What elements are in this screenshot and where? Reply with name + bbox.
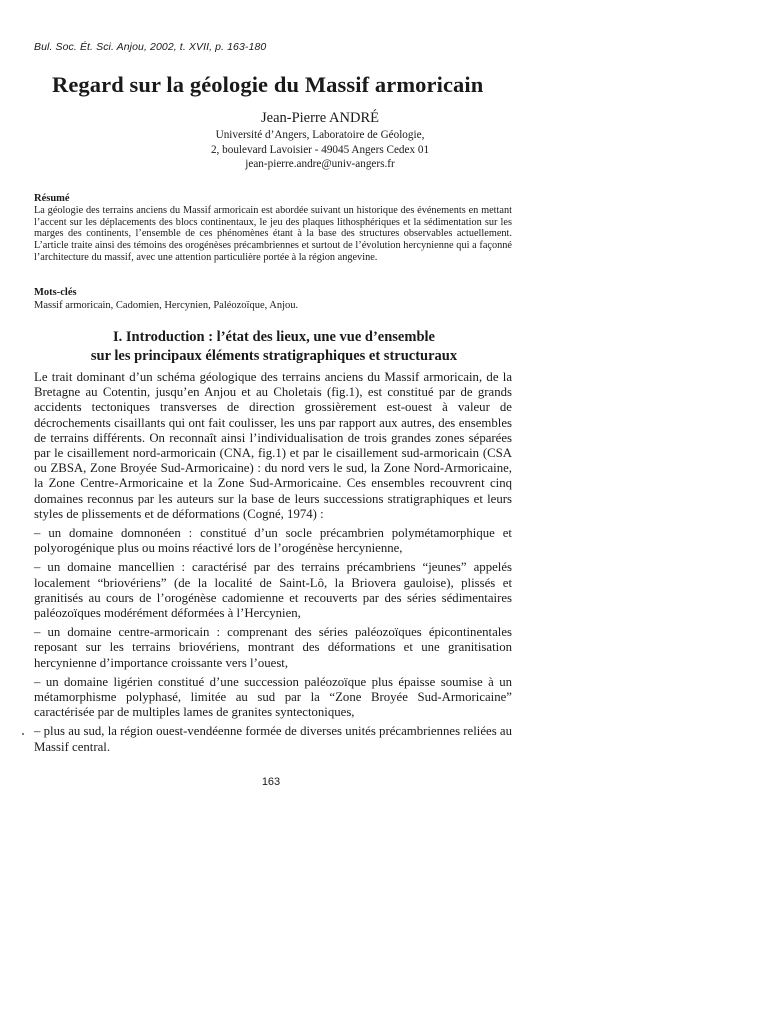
- section-heading-line-2: sur les principaux éléments stratigraphiques et structuraux: [90, 347, 458, 364]
- author-block: [150, 109, 490, 172]
- body-text: [34, 370, 512, 759]
- affiliation-line: Université d’Angers, Laboratoire de Géologie,: [215, 129, 425, 141]
- paper-title: Regard sur la géologie du Massif armoricain: [52, 72, 484, 97]
- abstract-section: [34, 193, 512, 264]
- domain-item-centre-armoricain: – un domaine centre-armoricain : comprenant des séries paléozoïques épicontinentales reposant sur les terrains briovériens, montrant des déformations et une granitisation hercynienne d’importance croissante vers l’ouest,: [34, 625, 512, 670]
- address-line: 2, boulevard Lavoisier - 49045 Angers Cedex 01: [210, 143, 430, 156]
- keywords-section: [34, 287, 512, 312]
- scan-speck: [22, 733, 24, 735]
- intro-paragraph: Le trait dominant d’un schéma géologique des terrains anciens du Massif armoricain, de la Bretagne au Cotentin, jusqu’en Anjou et au Choletais (fig.1), est constitué par de grands accidents tectoniques transverses de direction grossièrement est-ouest à valeur de décrochements cisaillants qui ont fait coulisser, les uns par rapport aux autres, des ensembles de terrains différents. On reconnaît ainsi l’individualisation de trois grandes zones séparées par le cisaillement nord-armoricain (CNA, fig.1) et par le cisaillement sud-armoricain (CSA ou ZBSA, Zone Broyée Sud-Armoricaine) : du nord vers le sud, la Zone Nord-Armoricaine, la Zone Centre-Armoricaine et la Zone Sud-Armoricaine. Ces ensembles recouvrent cinq domaines reconnus par les auteurs sur la base de leurs successions stratigraphiques et leurs styles de plissements et de déformations (Cogné, 1974) :: [34, 370, 512, 521]
- keywords-text: Massif armoricain, Cadomien, Hercynien, Paléozoïque, Anjou.: [34, 300, 299, 311]
- domain-item-ouest-vendeen: – plus au sud, la région ouest-vendéenne formée de diverses unités précambriennes reliées au Massif central.: [34, 724, 512, 754]
- domain-item-mancellien: – un domaine mancellien : caractérisé par des terrains précambriens “jeunes” appelés localement “briovériens” (de la localité de Saint-Lô, la Briovera gauloise), plissés et granitisés au cours de l’orogénèse cadomienne et recouverts par des séries sédimentaires paléozoïques modérément déformées à l’Hercynien,: [34, 560, 512, 621]
- journal-citation: Bul. Soc. Ét. Sci. Anjou, 2002, t. XVII, p. 163-180: [34, 41, 267, 53]
- abstract-text: La géologie des terrains anciens du Massif armoricain est abordée suivant un historique des événements en mettant l’accent sur les déplacements des blocs continentaux, le jeu des plaques lithosphériques et la sédimentation sur les marges des continents, l’ensemble de ces phénomènes étant à la base des structures observables actuellement. L’article traite ainsi des témoins des orogénèses précambriennes et surtout de l’évolution hercynienne qui a façonné l’architecture du massif, avec une attention particulière portée à la région angevine.: [34, 205, 512, 263]
- section-heading-line-1: I. Introduction : l’état des lieux, une vue d’ensemble: [113, 329, 435, 345]
- section-heading: [34, 328, 514, 365]
- domain-item-domnoneen: – un domaine domnonéen : constitué d’un socle précambrien polymétamorphique et polyorogénique plus ou moins réactivé lors de l’orogénèse hercynienne,: [34, 526, 512, 556]
- abstract-label: Résumé: [34, 193, 70, 204]
- author-name: Jean-Pierre ANDRÉ: [261, 110, 379, 126]
- domain-item-ligerien: – un domaine ligérien constitué d’une succession paléozoïque plus épaisse soumise à un métamorphisme polyphasé, limitée au sud par la “Zone Broyée Sud-Armoricaine” caractérisée par de multiples lames de granites syntectoniques,: [34, 674, 512, 720]
- page-number: 163: [261, 776, 281, 788]
- email-line: jean-pierre.andre@univ-angers.fr: [245, 158, 395, 170]
- keywords-label: Mots-clés: [34, 287, 77, 298]
